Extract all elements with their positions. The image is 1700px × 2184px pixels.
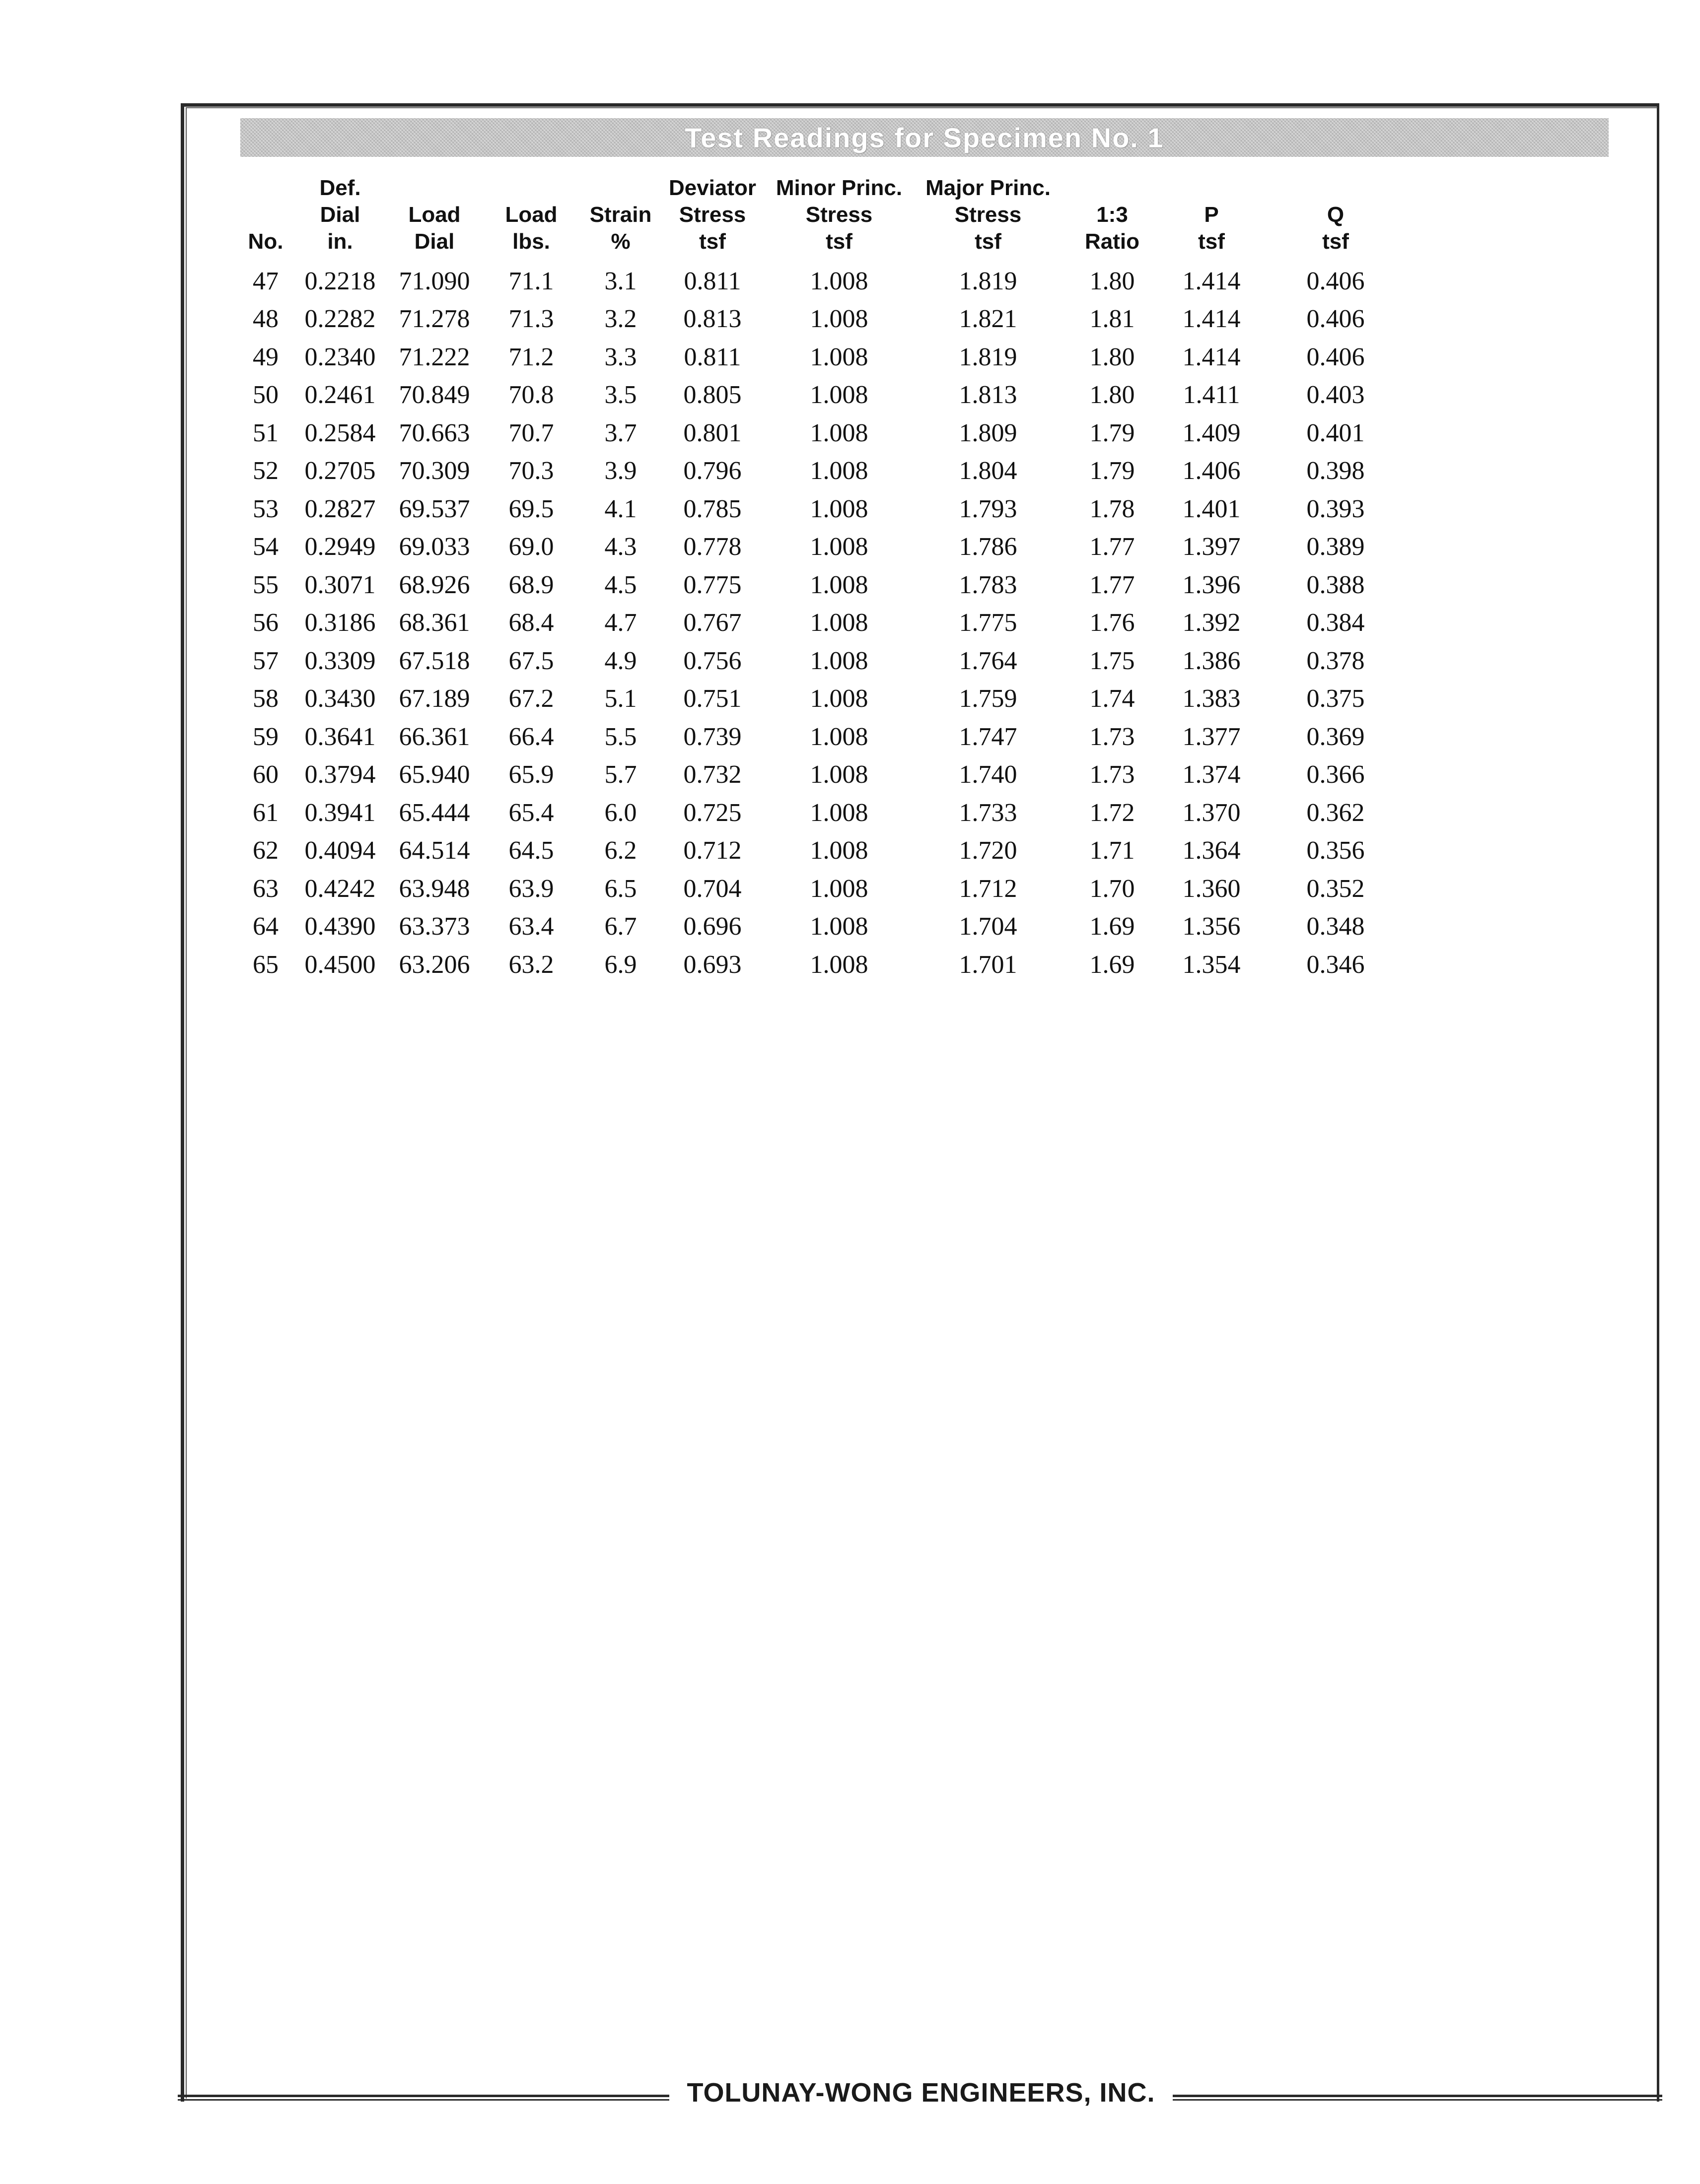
column-header-line: tsf — [826, 229, 852, 254]
table-cell: 4.9 — [604, 646, 637, 675]
table-cell: 67.189 — [399, 684, 470, 713]
table-cell: 64 — [253, 912, 279, 941]
column-header — [238, 175, 293, 262]
table-row — [238, 566, 1410, 604]
table-cell: 71.222 — [399, 342, 470, 371]
column-header-line: Stress — [954, 203, 1022, 227]
column-header-line: 1:3 — [1096, 203, 1128, 227]
table-cell: 0.2461 — [304, 381, 376, 410]
table-cell: 1.821 — [959, 305, 1017, 334]
table-cell: 0.4390 — [304, 912, 376, 941]
table-cell: 0.775 — [683, 570, 742, 599]
table-cell: 0.778 — [683, 533, 742, 561]
table-cell: 1.386 — [1182, 646, 1241, 675]
table-cell: 65.444 — [399, 798, 470, 827]
table-cell: 66.361 — [399, 722, 470, 751]
table-cell: 0.3071 — [304, 570, 376, 599]
table-cell: 1.69 — [1089, 912, 1135, 941]
table-cell: 60 — [253, 760, 279, 789]
title-banner — [240, 118, 1609, 157]
table-cell: 63 — [253, 874, 279, 903]
table-cell: 1.008 — [810, 684, 868, 713]
table-cell: 1.80 — [1089, 381, 1135, 410]
column-header-line: Dial — [320, 203, 360, 227]
table-cell: 65 — [253, 950, 279, 979]
table-cell: 63.9 — [508, 874, 554, 903]
table-cell: 1.414 — [1182, 267, 1241, 295]
column-header-line: Load — [505, 203, 558, 227]
footer-rule-left — [178, 2095, 669, 2101]
column-header-line: Stress — [805, 203, 873, 227]
table-cell: 4.5 — [604, 570, 637, 599]
table-cell: 54 — [253, 533, 279, 561]
table-cell: 0.2218 — [304, 267, 376, 295]
table-cell: 1.396 — [1182, 570, 1241, 599]
table-cell: 0.403 — [1306, 381, 1365, 410]
table-cell: 71.090 — [399, 267, 470, 295]
table-cell: 68.9 — [508, 570, 554, 599]
table-cell: 1.008 — [810, 798, 868, 827]
table-cell: 64.5 — [508, 836, 554, 865]
table-cell: 1.79 — [1089, 457, 1135, 485]
table-cell: 0.693 — [683, 950, 742, 979]
table-cell: 1.377 — [1182, 722, 1241, 751]
table-cell: 1.397 — [1182, 533, 1241, 561]
table-cell: 1.78 — [1089, 494, 1135, 523]
table-cell: 1.76 — [1089, 609, 1135, 637]
table-row — [238, 832, 1410, 870]
column-header — [1261, 175, 1410, 262]
column-header-line: Stress — [679, 203, 746, 227]
table-cell: 0.369 — [1306, 722, 1365, 751]
table-cell: 3.9 — [604, 457, 637, 485]
table-cell: 56 — [253, 609, 279, 637]
table-cell: 52 — [253, 457, 279, 485]
table-cell: 3.1 — [604, 267, 637, 295]
table-cell: 6.0 — [604, 798, 637, 827]
table-cell: 0.352 — [1306, 874, 1365, 903]
table-cell: 1.008 — [810, 912, 868, 941]
table-cell: 0.811 — [684, 267, 741, 295]
table-cell: 3.5 — [604, 381, 637, 410]
table-cell: 69.537 — [399, 494, 470, 523]
table-cell: 4.7 — [604, 609, 637, 637]
table-cell: 0.356 — [1306, 836, 1365, 865]
table-cell: 1.008 — [810, 267, 868, 295]
table-row — [238, 908, 1410, 946]
table-cell: 69.0 — [508, 533, 554, 561]
table-cell: 1.008 — [810, 305, 868, 334]
table-cell: 0.348 — [1306, 912, 1365, 941]
column-header-line: Deviator — [668, 176, 757, 200]
column-header-line: Major Princ. — [925, 176, 1051, 200]
table-cell: 0.4094 — [304, 836, 376, 865]
table-cell: 47 — [253, 267, 279, 295]
table-cell: 1.747 — [959, 722, 1017, 751]
table-cell: 0.767 — [683, 609, 742, 637]
table-cell: 1.813 — [959, 381, 1017, 410]
table-cell: 4.1 — [604, 494, 637, 523]
table-cell: 63.4 — [508, 912, 554, 941]
table-cell: 71.3 — [508, 305, 554, 334]
table-cell: 0.389 — [1306, 533, 1365, 561]
table-cell: 53 — [253, 494, 279, 523]
frame-inner-top-line — [186, 107, 1657, 108]
table-row — [238, 718, 1410, 756]
table-cell: 0.406 — [1306, 342, 1365, 371]
readings-table — [238, 175, 1410, 984]
table-cell: 0.3794 — [304, 760, 376, 789]
table-cell: 1.819 — [959, 267, 1017, 295]
table-cell: 5.7 — [604, 760, 637, 789]
table-cell: 50 — [253, 381, 279, 410]
table-row — [238, 756, 1410, 794]
table-cell: 1.008 — [810, 950, 868, 979]
column-header — [387, 175, 482, 262]
table-cell: 1.701 — [959, 950, 1017, 979]
table-cell: 1.008 — [810, 494, 868, 523]
table-cell: 1.354 — [1182, 950, 1241, 979]
table-cell: 3.7 — [604, 418, 637, 447]
table-cell: 1.793 — [959, 494, 1017, 523]
table-cell: 66.4 — [508, 722, 554, 751]
table-cell: 62 — [253, 836, 279, 865]
table-cell: 1.804 — [959, 457, 1017, 485]
table-cell: 71.1 — [508, 267, 554, 295]
table-cell: 1.008 — [810, 457, 868, 485]
table-cell: 0.406 — [1306, 267, 1365, 295]
table-cell: 1.356 — [1182, 912, 1241, 941]
table-cell: 0.725 — [683, 798, 742, 827]
table-cell: 70.3 — [508, 457, 554, 485]
table-cell: 63.2 — [508, 950, 554, 979]
table-row — [238, 604, 1410, 642]
table-cell: 1.414 — [1182, 305, 1241, 334]
column-header-line: lbs. — [512, 229, 550, 254]
table-cell: 70.8 — [508, 381, 554, 410]
table-cell: 1.70 — [1089, 874, 1135, 903]
table-cell: 1.008 — [810, 418, 868, 447]
table-cell: 1.409 — [1182, 418, 1241, 447]
table-cell: 5.1 — [604, 684, 637, 713]
table-cell: 1.008 — [810, 570, 868, 599]
table-row — [238, 528, 1410, 566]
table-cell: 0.2949 — [304, 533, 376, 561]
column-header — [482, 175, 581, 262]
column-header-line: Dial — [414, 229, 455, 254]
table-cell: 0.732 — [683, 760, 742, 789]
table-cell: 0.4242 — [304, 874, 376, 903]
table-cell: 1.77 — [1089, 533, 1135, 561]
table-cell: 1.401 — [1182, 494, 1241, 523]
table-cell: 70.7 — [508, 418, 554, 447]
table-cell: 0.2827 — [304, 494, 376, 523]
table-cell: 0.346 — [1306, 950, 1365, 979]
table-cell: 0.805 — [683, 381, 742, 410]
table-cell: 1.411 — [1183, 381, 1240, 410]
footer — [178, 2078, 1662, 2108]
table-cell: 49 — [253, 342, 279, 371]
table-cell: 0.811 — [684, 342, 741, 371]
table-cell: 1.80 — [1089, 342, 1135, 371]
table-cell: 0.384 — [1306, 609, 1365, 637]
table-cell: 0.3186 — [304, 609, 376, 637]
table-row — [238, 452, 1410, 490]
table-cell: 70.309 — [399, 457, 470, 485]
table-cell: 1.008 — [810, 342, 868, 371]
table-cell: 0.796 — [683, 457, 742, 485]
table-cell: 0.2340 — [304, 342, 376, 371]
table-cell: 70.663 — [399, 418, 470, 447]
table-cell: 6.2 — [604, 836, 637, 865]
table-cell: 1.720 — [959, 836, 1017, 865]
table-cell: 1.374 — [1182, 760, 1241, 789]
table-cell: 3.2 — [604, 305, 637, 334]
table-cell: 65.9 — [508, 760, 554, 789]
column-header-line: Q — [1327, 203, 1345, 227]
table-cell: 1.69 — [1089, 950, 1135, 979]
table-cell: 1.783 — [959, 570, 1017, 599]
column-header — [1062, 175, 1162, 262]
table-row — [238, 490, 1410, 528]
table-cell: 69.033 — [399, 533, 470, 561]
table-cell: 1.80 — [1089, 267, 1135, 295]
table-cell: 63.206 — [399, 950, 470, 979]
table-cell: 0.398 — [1306, 457, 1365, 485]
table-cell: 0.378 — [1306, 646, 1365, 675]
table-cell: 1.764 — [959, 646, 1017, 675]
column-header — [581, 175, 660, 262]
table-cell: 65.940 — [399, 760, 470, 789]
column-header — [293, 175, 387, 262]
table-row — [238, 338, 1410, 376]
table-row — [238, 870, 1410, 908]
table-cell: 0.388 — [1306, 570, 1365, 599]
table-cell: 1.008 — [810, 533, 868, 561]
table-row — [238, 300, 1410, 339]
table-cell: 1.704 — [959, 912, 1017, 941]
table-cell: 4.3 — [604, 533, 637, 561]
table-cell: 67.2 — [508, 684, 554, 713]
table-cell: 0.751 — [683, 684, 742, 713]
table-cell: 6.5 — [604, 874, 637, 903]
table-cell: 1.008 — [810, 722, 868, 751]
page-title: Test Readings for Specimen No. 1 — [685, 122, 1164, 153]
table-cell: 1.74 — [1089, 684, 1135, 713]
table-cell: 63.373 — [399, 912, 470, 941]
table-cell: 1.81 — [1089, 305, 1135, 334]
column-header-line: Minor Princ. — [776, 176, 903, 200]
table-cell: 1.73 — [1089, 760, 1135, 789]
table-cell: 67.5 — [508, 646, 554, 675]
table-cell: 0.704 — [683, 874, 742, 903]
table-cell: 1.008 — [810, 381, 868, 410]
table-cell: 61 — [253, 798, 279, 827]
company-name: TOLUNAY-WONG ENGINEERS, INC. — [687, 2078, 1155, 2108]
table-row — [238, 376, 1410, 414]
table-cell: 0.406 — [1306, 305, 1365, 334]
table-cell: 68.926 — [399, 570, 470, 599]
column-header — [914, 175, 1062, 262]
column-header-line: No. — [248, 229, 283, 254]
table-cell: 70.849 — [399, 381, 470, 410]
table-cell: 6.7 — [604, 912, 637, 941]
column-header-line: % — [611, 229, 631, 254]
table-cell: 48 — [253, 305, 279, 334]
table-cell: 0.375 — [1306, 684, 1365, 713]
table-cell: 1.71 — [1089, 836, 1135, 865]
table-row — [238, 680, 1410, 718]
column-header — [765, 175, 914, 262]
table-cell: 0.401 — [1306, 418, 1365, 447]
table-row — [238, 642, 1410, 680]
column-header-line: Def. — [319, 176, 361, 200]
table-cell: 1.77 — [1089, 570, 1135, 599]
table-cell: 58 — [253, 684, 279, 713]
table-cell: 1.370 — [1182, 798, 1241, 827]
column-header-line: P — [1204, 203, 1219, 227]
table-cell: 0.4500 — [304, 950, 376, 979]
table-cell: 65.4 — [508, 798, 554, 827]
table-cell: 55 — [253, 570, 279, 599]
table-cell: 71.278 — [399, 305, 470, 334]
frame-inner-left-line — [186, 107, 187, 2099]
table-cell: 1.786 — [959, 533, 1017, 561]
table-row — [238, 946, 1410, 984]
table-cell: 67.518 — [399, 646, 470, 675]
table-cell: 0.3309 — [304, 646, 376, 675]
table-cell: 1.364 — [1182, 836, 1241, 865]
column-header-line: tsf — [1198, 229, 1225, 254]
column-header-line: tsf — [1322, 229, 1349, 254]
table-cell: 1.72 — [1089, 798, 1135, 827]
table-cell: 51 — [253, 418, 279, 447]
table-cell: 1.733 — [959, 798, 1017, 827]
table-cell: 0.785 — [683, 494, 742, 523]
table-cell: 1.73 — [1089, 722, 1135, 751]
table-cell: 3.3 — [604, 342, 637, 371]
table-cell: 0.696 — [683, 912, 742, 941]
table-cell: 0.3941 — [304, 798, 376, 827]
table-cell: 0.2282 — [304, 305, 376, 334]
table-cell: 1.008 — [810, 760, 868, 789]
table-cell: 68.361 — [399, 609, 470, 637]
table-cell: 63.948 — [399, 874, 470, 903]
table-row — [238, 414, 1410, 452]
table-cell: 0.712 — [683, 836, 742, 865]
table-cell: 0.2584 — [304, 418, 376, 447]
column-header — [1162, 175, 1261, 262]
column-header-line: tsf — [699, 229, 726, 254]
table-cell: 1.819 — [959, 342, 1017, 371]
table-cell: 1.740 — [959, 760, 1017, 789]
table-cell: 1.75 — [1089, 646, 1135, 675]
table-cell: 1.809 — [959, 418, 1017, 447]
table-cell: 1.008 — [810, 609, 868, 637]
table-cell: 1.406 — [1182, 457, 1241, 485]
table-cell: 1.008 — [810, 646, 868, 675]
table-cell: 57 — [253, 646, 279, 675]
table-cell: 0.739 — [683, 722, 742, 751]
table-cell: 0.3430 — [304, 684, 376, 713]
table-row — [238, 262, 1410, 300]
table-cell: 0.813 — [683, 305, 742, 334]
table-cell: 1.759 — [959, 684, 1017, 713]
readings-table-container — [238, 175, 1410, 984]
table-cell: 1.008 — [810, 836, 868, 865]
footer-rule-right — [1173, 2095, 1662, 2101]
table-cell: 0.801 — [683, 418, 742, 447]
table-row — [238, 794, 1410, 832]
table-cell: 0.393 — [1306, 494, 1365, 523]
table-cell: 0.366 — [1306, 760, 1365, 789]
table-body — [238, 262, 1410, 984]
table-cell: 1.360 — [1182, 874, 1241, 903]
column-header-line: Strain — [589, 203, 652, 227]
table-cell: 64.514 — [399, 836, 470, 865]
table-cell: 5.5 — [604, 722, 637, 751]
table-cell: 0.2705 — [304, 457, 376, 485]
column-header-line: Load — [408, 203, 461, 227]
table-cell: 1.712 — [959, 874, 1017, 903]
column-header-line: in. — [327, 229, 353, 254]
table-header-row — [238, 175, 1410, 262]
table-cell: 1.392 — [1182, 609, 1241, 637]
table-cell: 1.383 — [1182, 684, 1241, 713]
table-cell: 1.79 — [1089, 418, 1135, 447]
table-cell: 0.3641 — [304, 722, 376, 751]
table-cell: 1.775 — [959, 609, 1017, 637]
column-header-line: Ratio — [1085, 229, 1139, 254]
table-cell: 1.008 — [810, 874, 868, 903]
table-cell: 68.4 — [508, 609, 554, 637]
column-header-line: tsf — [975, 229, 1001, 254]
table-cell: 59 — [253, 722, 279, 751]
table-cell: 6.9 — [604, 950, 637, 979]
table-cell: 1.414 — [1182, 342, 1241, 371]
table-cell: 0.362 — [1306, 798, 1365, 827]
column-header — [660, 175, 765, 262]
table-cell: 71.2 — [508, 342, 554, 371]
table-cell: 0.756 — [683, 646, 742, 675]
table-cell: 69.5 — [508, 494, 554, 523]
